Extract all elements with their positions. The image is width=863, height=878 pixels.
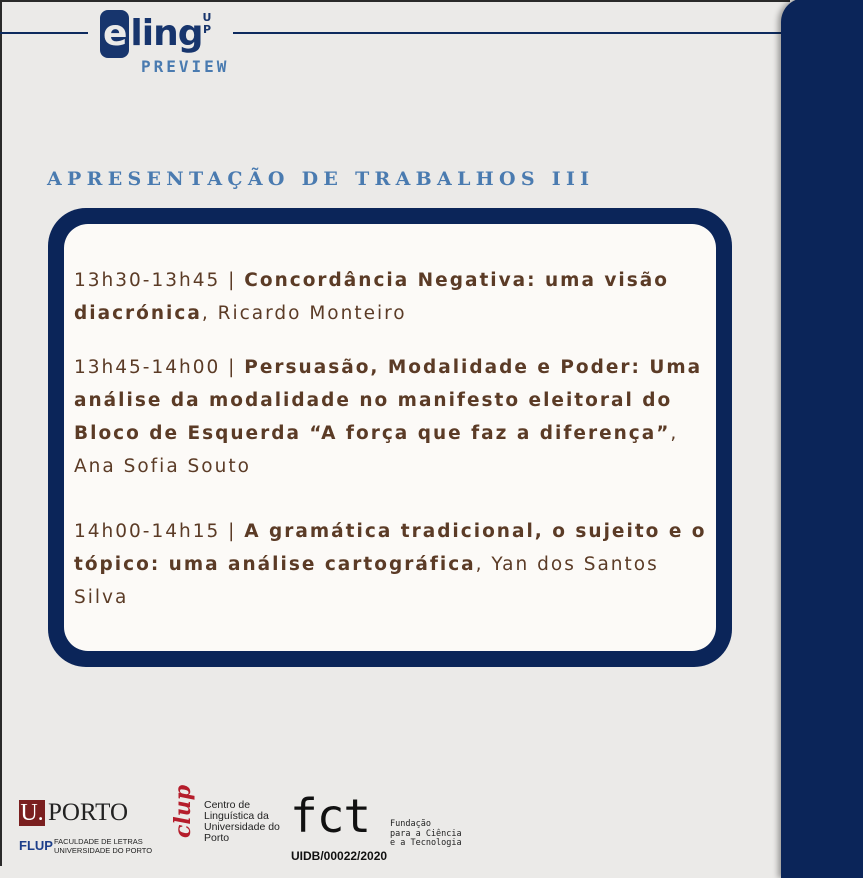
schedule-entry (74, 351, 714, 483)
entry-author: , Ricardo Monteiro (201, 303, 407, 324)
sponsor-footer (0, 784, 781, 866)
logo-e-letter: e (100, 10, 129, 58)
logo-wordmark (100, 10, 203, 58)
entry-author: , Ana Sofia Souto (74, 423, 679, 477)
schedule-entry (74, 515, 714, 614)
clup-line: Universidade do (204, 821, 280, 833)
entry-time: 13h45-14h00 | (74, 357, 245, 378)
uporto-name: PORTO (48, 799, 129, 826)
page-border-left (0, 0, 2, 866)
entry-title: Concordância Negativa: uma visão diacrónica (74, 270, 669, 324)
fct-line: Fundação (390, 819, 431, 829)
entry-title: Persuasão, Modalidade e Poder: Uma análise da modalidade no manifesto eleitoral do Bloco de Esquerda “A força que faz a diferença” (74, 357, 703, 444)
fct-grant-code: UIDB/00022/2020 (291, 849, 388, 863)
logo-word-text: ling (130, 13, 203, 54)
right-side-panel (781, 0, 863, 878)
entry-author: , Yan dos Santos Silva (74, 554, 659, 608)
faculty-line: FACULDADE DE LETRAS (54, 837, 143, 846)
eling-up-logo (100, 10, 250, 80)
clup-name (204, 800, 284, 844)
fct-name (390, 820, 480, 849)
fct-mark: fct (290, 789, 371, 843)
fct-line: e a Tecnologia (390, 838, 462, 848)
uporto-u-mark: U. (20, 800, 44, 826)
fct-logo (290, 789, 470, 866)
clup-line: Linguística da (204, 810, 269, 822)
entry-time: 14h00-14h15 | (74, 521, 245, 542)
logo-superscript: U P (202, 11, 212, 36)
header-rule-right (233, 32, 783, 34)
section-title: APRESENTAÇÃO DE TRABALHOS III (47, 168, 595, 190)
clup-line: Porto (204, 832, 230, 844)
schedule-entry (74, 264, 714, 330)
university-line: UNIVERSIDADE DO PORTO (54, 846, 153, 855)
flup-acronym: FLUP (19, 838, 53, 853)
entry-title: A gramática tradicional, o sujeito e o tópico: uma análise cartográfica (74, 521, 707, 575)
page-border-top (0, 0, 790, 2)
entry-time: 13h30-13h45 | (74, 270, 245, 291)
clup-mark: clup (170, 784, 196, 838)
header-rule-left (0, 32, 88, 34)
logo-subtitle: PREVIEW (141, 57, 230, 76)
flup-faculty-name (54, 837, 184, 855)
fct-line: para a Ciência (390, 828, 462, 839)
clup-line: Centro de (204, 799, 251, 811)
clup-logo (170, 784, 288, 858)
uporto-flup-logo (19, 800, 169, 860)
